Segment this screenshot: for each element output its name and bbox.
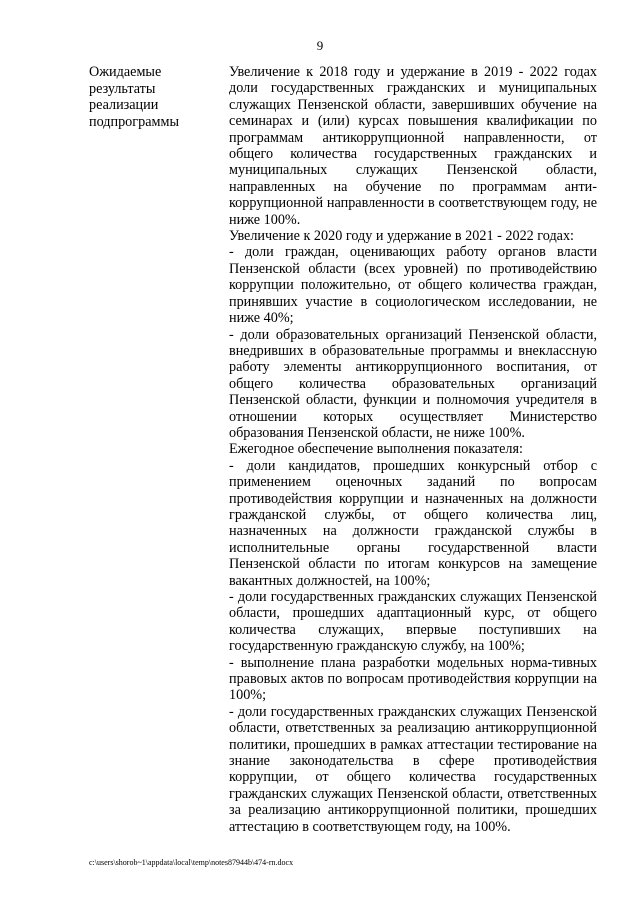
- paragraph-adaptation-course: - доли государственных гражданских служащих Пензенской области, прошедших адаптационный курс, от общего количества служащих, впервые поступивших на государственную гражданскую службу, на 100%;: [229, 589, 597, 655]
- paragraph-model-acts-plan: - выполнение плана разработки модельных норма-тивных правовых актов по вопросам противодействия коррупции на 100%;: [229, 654, 597, 704]
- footer-file-path: c:\users\shorob~1\appdata\local\temp\notes87944b\474-rn.docx: [89, 858, 294, 867]
- section-content: [229, 64, 597, 835]
- paragraph-educational-organizations: - доли образовательных организаций Пензенской области, внедривших в образовательные программы и внеклассную работу элементы антикоррупционного воспитания, от общего количества образовательных организаций Пензенской области, функции и полномочия учредителя в отношении которых осуществляет Министерство образования Пензенской области, не ниже 100%.: [229, 326, 597, 441]
- paragraph-attestation-testing: - доли государственных гражданских служащих Пензенской области, ответственных за реализацию антикоррупционной политики, прошедших в рамках аттестации тестирование на знание законодательства в сфере противодействия коррупции, от общего количества государственных гражданских служащих Пензенской области, ответственных за реализацию антикоррупционной политики, прошедших аттестацию в соответствующем году, на 100%.: [229, 703, 597, 835]
- paragraph-candidates-selection: - доли кандидатов, прошедших конкурсный отбор с применением оценочных заданий по вопросам противодействия коррупции и назначенных на должности гражданской службы, от общего количества лиц, назначенных на должности гражданской службы в исполнительные органы государственной власти Пензенской области по итогам конкурсов на замещение вакантных должностей, на 100%;: [229, 457, 597, 589]
- paragraph-citizens-assessment: - доли граждан, оценивающих работу органов власти Пензенской области (всех уровней) по противодействию коррупции положительно, от общего количества граждан, принявших участие в социологическом исследовании, не ниже 40%;: [229, 244, 597, 327]
- paragraph-anticorruption-training: Увеличение к 2018 году и удержание в 2019 - 2022 годах доли государственных гражданских и муниципальных служащих Пензенской области, завершивших обучение на семинарах и (или) курсах повышения квалификации по программам антикоррупционной направленности, от общего количества государственных гражданских и муниципальных служащих Пензенской области, направленных на обучение по программам анти-коррупционной направленности в соответствующем году, не ниже 100%.: [229, 64, 597, 228]
- page-number: 9: [316, 38, 324, 53]
- paragraph-annual-heading: Ежегодное обеспечение выполнения показателя:: [229, 441, 523, 458]
- paragraph-2020-heading: Увеличение к 2020 году и удержание в 2021 - 2022 годах:: [229, 228, 574, 245]
- section-label: Ожидаемые результаты реализации подпрограммы: [89, 64, 179, 130]
